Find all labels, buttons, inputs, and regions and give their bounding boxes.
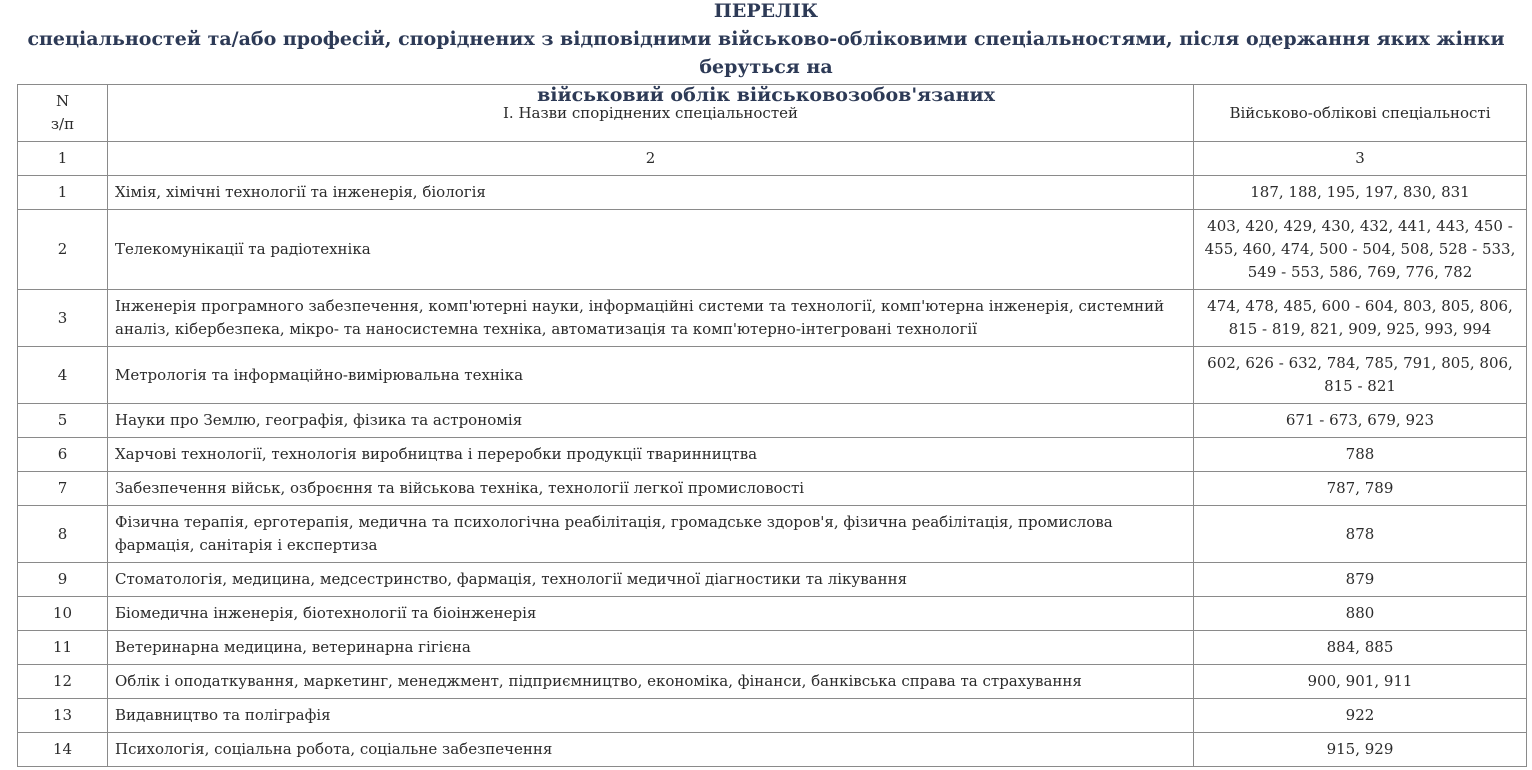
row-number: 2 <box>18 210 108 290</box>
header-specialty-names: І. Назви споріднених спеціальностей <box>108 85 1194 142</box>
specialty-names: Науки про Землю, географія, фізика та астрономія <box>108 404 1194 438</box>
specialty-names: Стоматологія, медицина, медсестринство, фармація, технології медичної діагностики та лікування <box>108 563 1194 597</box>
military-codes: 878 <box>1194 506 1527 563</box>
military-codes: 880 <box>1194 597 1527 631</box>
military-codes: 879 <box>1194 563 1527 597</box>
table-row <box>18 472 1527 506</box>
table-row <box>18 699 1527 733</box>
row-number: 3 <box>18 290 108 347</box>
row-number: 11 <box>18 631 108 665</box>
military-codes: 671 - 673, 679, 923 <box>1194 404 1527 438</box>
row-number: 8 <box>18 506 108 563</box>
military-codes: 788 <box>1194 438 1527 472</box>
document-title <box>0 0 1532 106</box>
header-number <box>18 85 108 142</box>
table-row <box>18 404 1527 438</box>
specialties-table <box>17 84 1527 767</box>
specialty-names: Видавництво та поліграфія <box>108 699 1194 733</box>
column-number-2: 2 <box>108 142 1194 176</box>
table-row <box>18 597 1527 631</box>
row-number: 10 <box>18 597 108 631</box>
row-number: 5 <box>18 404 108 438</box>
title-line-3: військовий облік військовозобов'язаних <box>537 84 995 106</box>
row-number: 12 <box>18 665 108 699</box>
specialty-names: Метрологія та інформаційно-вимірювальна техніка <box>108 347 1194 404</box>
specialty-names: Психологія, соціальна робота, соціальне забезпечення <box>108 733 1194 767</box>
column-number-3: 3 <box>1194 142 1527 176</box>
specialty-names: Фізична терапія, ерготерапія, медична та психологічна реабілітація, громадське здоров'я, фізична реабілітація, промислова фармація, санітарія і експертиза <box>108 506 1194 563</box>
military-codes: 900, 901, 911 <box>1194 665 1527 699</box>
table-row <box>18 631 1527 665</box>
specialty-names: Біомедична інженерія, біотехнології та біоінженерія <box>108 597 1194 631</box>
row-number: 1 <box>18 176 108 210</box>
header-number-line-2: з/п <box>50 115 75 133</box>
military-codes: 787, 789 <box>1194 472 1527 506</box>
table-header-row <box>18 85 1527 142</box>
table-row <box>18 563 1527 597</box>
table-row <box>18 210 1527 290</box>
row-number: 14 <box>18 733 108 767</box>
military-codes: 403, 420, 429, 430, 432, 441, 443, 450 - 455, 460, 474, 500 - 504, 508, 528 - 533, 549 - 553, 586, 769, 776, 782 <box>1194 210 1527 290</box>
military-codes: 474, 478, 485, 600 - 604, 803, 805, 806, 815 - 819, 821, 909, 925, 993, 994 <box>1194 290 1527 347</box>
title-line-2: спеціальностей та/або професій, споріднених з відповідними військово-обліковими спеціальностями, після одержання яких жінки беруться на <box>27 28 1505 78</box>
military-codes: 187, 188, 195, 197, 830, 831 <box>1194 176 1527 210</box>
table-row <box>18 665 1527 699</box>
specialty-names: Ветеринарна медицина, ветеринарна гігієна <box>108 631 1194 665</box>
specialty-names: Телекомунікації та радіотехніка <box>108 210 1194 290</box>
row-number: 6 <box>18 438 108 472</box>
table-row <box>18 176 1527 210</box>
row-number: 7 <box>18 472 108 506</box>
row-number: 13 <box>18 699 108 733</box>
table-row <box>18 290 1527 347</box>
military-codes: 922 <box>1194 699 1527 733</box>
column-number-1: 1 <box>18 142 108 176</box>
military-codes: 884, 885 <box>1194 631 1527 665</box>
table-row <box>18 347 1527 404</box>
specialty-names: Хімія, хімічні технології та інженерія, біологія <box>108 176 1194 210</box>
specialty-names: Облік і оподаткування, маркетинг, менеджмент, підприємництво, економіка, фінанси, банківська справа та страхування <box>108 665 1194 699</box>
row-number: 9 <box>18 563 108 597</box>
column-numbering-row <box>18 142 1527 176</box>
table-row <box>18 438 1527 472</box>
header-military-codes: Військово-облікові спеціальності <box>1194 85 1527 142</box>
row-number: 4 <box>18 347 108 404</box>
military-codes: 602, 626 - 632, 784, 785, 791, 805, 806, 815 - 821 <box>1194 347 1527 404</box>
specialty-names: Інженерія програмного забезпечення, комп'ютерні науки, інформаційні системи та технології, комп'ютерна інженерія, системний аналіз, кібербезпека, мікро- та наносистемна техніка, автоматизація та комп'ютерно-інтегровані технології <box>108 290 1194 347</box>
specialty-names: Харчові технології, технологія виробництва і переробки продукції тваринництва <box>108 438 1194 472</box>
military-codes: 915, 929 <box>1194 733 1527 767</box>
specialty-names: Забезпечення військ, озброєння та військова техніка, технології легкої промисловості <box>108 472 1194 506</box>
table-row <box>18 733 1527 767</box>
title-line-1: ПЕРЕЛІК <box>713 0 819 22</box>
table-row <box>18 506 1527 563</box>
header-number-line-1: N <box>55 92 70 110</box>
